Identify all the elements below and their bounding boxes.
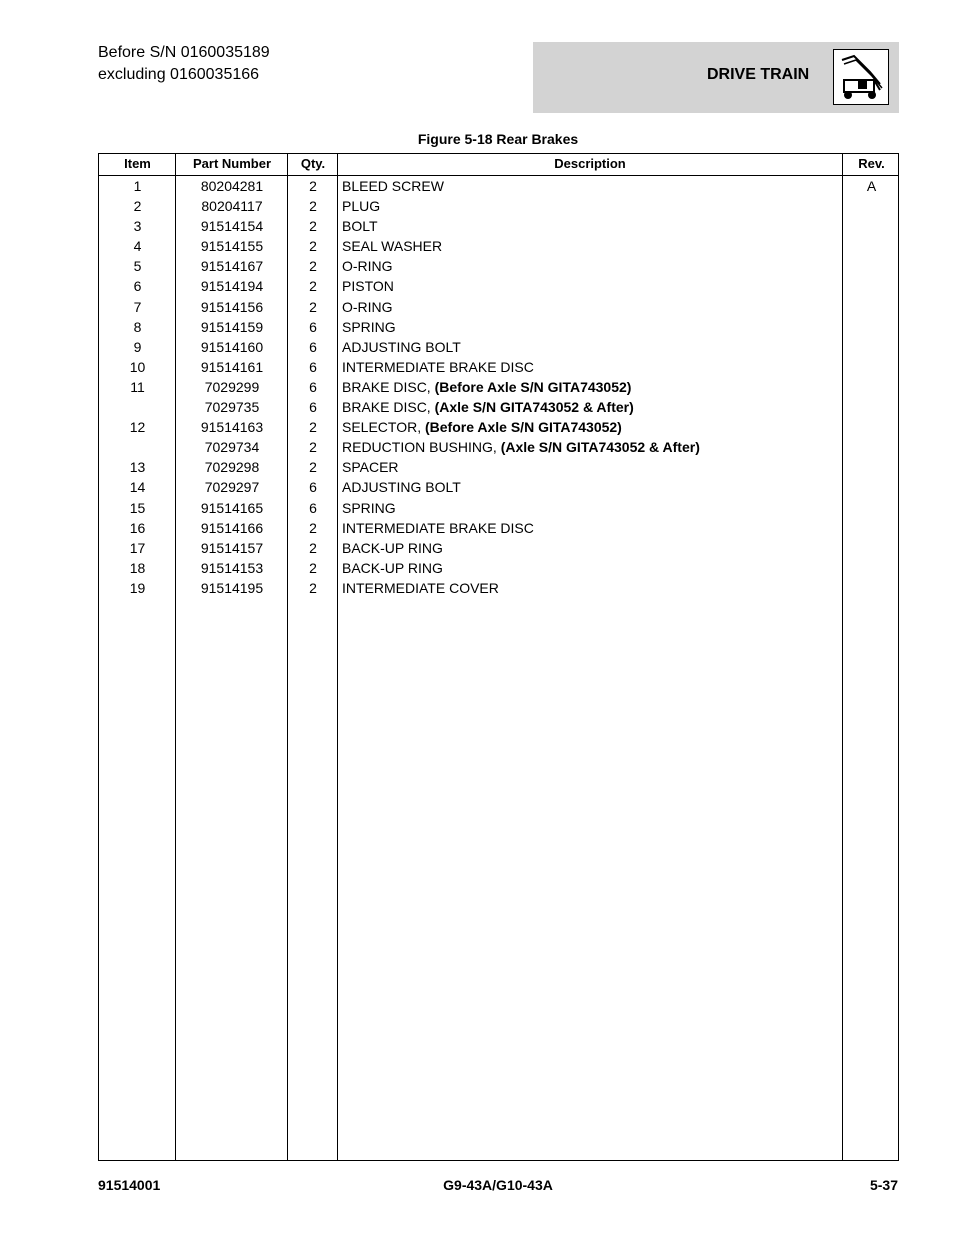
part-number-cell: 91514155 — [200, 238, 264, 255]
table-row — [99, 477, 898, 497]
table-row — [99, 397, 898, 417]
part-number-cell: 91514160 — [200, 338, 264, 355]
description-cell — [342, 337, 842, 357]
description-text: BACK-UP RING — [342, 559, 443, 576]
item-cell: 11 — [130, 378, 145, 395]
description-text: ADJUSTING BOLT — [342, 479, 461, 496]
qty-cell: 6 — [309, 499, 317, 516]
part-number-cell: 91514153 — [200, 559, 264, 576]
part-number-cell: 7029735 — [204, 399, 260, 416]
description-cell — [342, 297, 842, 317]
description-cell — [342, 437, 842, 457]
part-number-cell: 91514163 — [200, 419, 264, 436]
description-note: (Axle S/N GITA743052 & After) — [500, 439, 700, 456]
col-rev-header: Rev. — [858, 156, 885, 171]
description-text: ADJUSTING BOLT — [342, 338, 461, 355]
section-header — [533, 42, 899, 113]
qty-cell: 2 — [309, 519, 317, 536]
part-number-cell: 91514195 — [200, 579, 264, 596]
table-row — [99, 196, 898, 216]
description-text: SEAL WASHER — [342, 238, 443, 255]
description-cell — [342, 176, 842, 196]
table-row — [99, 558, 898, 578]
item-cell: 15 — [129, 499, 146, 516]
item-cell: 1 — [133, 178, 142, 194]
item-cell: 2 — [133, 198, 142, 215]
qty-cell: 6 — [309, 479, 317, 496]
description-text: SPRING — [342, 318, 396, 335]
description-text: BRAKE DISC, — [342, 378, 435, 395]
footer-part-number: 91514001 — [98, 1177, 161, 1193]
item-cell: 13 — [129, 459, 146, 476]
table-row — [99, 216, 898, 236]
table-row — [99, 538, 898, 558]
description-cell — [342, 317, 842, 337]
table-row — [99, 337, 898, 357]
part-number-cell: 91514156 — [200, 298, 264, 315]
part-number-cell: 7029299 — [204, 378, 260, 395]
qty-cell: 6 — [309, 318, 317, 335]
description-cell — [342, 477, 842, 497]
description-text: SPRING — [342, 499, 396, 516]
table-row — [99, 297, 898, 317]
figure-title: Figure 5-18 Rear Brakes — [417, 131, 579, 147]
table-row — [99, 377, 898, 397]
table-row — [99, 176, 898, 196]
serial-note — [98, 42, 270, 86]
qty-cell: 2 — [309, 459, 317, 476]
description-text: SELECTOR, — [342, 419, 425, 436]
table-row — [99, 578, 898, 598]
table-row — [99, 357, 898, 377]
description-text: REDUCTION BUSHING, — [342, 439, 501, 456]
description-text: BRAKE DISC, — [342, 399, 435, 416]
serial-note-line2: excluding 0160035166 — [98, 66, 260, 83]
qty-cell: 6 — [309, 338, 317, 355]
table-row — [99, 256, 898, 276]
description-text: O-RING — [342, 298, 393, 315]
table-row — [99, 498, 898, 518]
qty-cell: 2 — [309, 218, 317, 235]
description-note: (Before Axle S/N GITA743052) — [425, 419, 622, 436]
section-title: DRIVE TRAIN — [707, 66, 810, 83]
item-cell: 7 — [133, 298, 142, 315]
qty-cell: 2 — [309, 539, 317, 556]
description-text: SPACER — [342, 459, 399, 476]
item-cell: 16 — [129, 519, 146, 536]
part-number-cell: 91514166 — [200, 519, 264, 536]
description-cell — [342, 236, 842, 256]
item-cell: 19 — [129, 579, 146, 596]
description-text: BACK-UP RING — [342, 539, 443, 556]
part-number-cell: 7029298 — [204, 459, 260, 476]
description-cell — [342, 558, 842, 578]
description-cell — [342, 417, 842, 437]
description-cell — [342, 518, 842, 538]
qty-cell: 2 — [309, 298, 317, 315]
footer-model: G9-43A/G10-43A — [443, 1177, 553, 1193]
qty-cell: 2 — [309, 198, 317, 215]
col-item-header: Item — [124, 156, 151, 171]
description-cell — [342, 256, 842, 276]
part-number-cell: 91514161 — [200, 358, 264, 375]
col-part-number-header: Part Number — [192, 156, 272, 171]
qty-cell: 2 — [309, 579, 317, 596]
table-row — [99, 437, 898, 457]
table-row — [99, 236, 898, 256]
description-cell — [342, 377, 842, 397]
description-cell — [342, 196, 842, 216]
table-header — [99, 154, 898, 176]
col-description-header: Description — [554, 156, 626, 171]
item-cell: 18 — [129, 559, 146, 576]
item-cell: 8 — [133, 318, 142, 335]
description-cell — [342, 498, 842, 518]
description-cell — [342, 216, 842, 236]
machine-icon — [833, 49, 889, 105]
qty-cell: 6 — [309, 358, 317, 375]
description-text: BOLT — [342, 218, 378, 235]
description-text: INTERMEDIATE BRAKE DISC — [342, 358, 534, 375]
parts-table — [98, 153, 899, 1161]
qty-cell: 2 — [309, 439, 317, 456]
description-cell — [342, 357, 842, 377]
qty-cell: 2 — [309, 258, 317, 275]
item-cell: 10 — [129, 358, 146, 375]
part-number-cell: 91514194 — [200, 278, 264, 295]
description-cell — [342, 276, 842, 296]
qty-cell: 2 — [309, 419, 317, 436]
description-cell — [342, 578, 842, 598]
item-cell: 4 — [133, 238, 142, 255]
description-note: (Before Axle S/N GITA743052) — [434, 378, 632, 395]
description-text: INTERMEDIATE COVER — [342, 579, 499, 596]
item-cell: 12 — [129, 419, 146, 436]
description-note: (Axle S/N GITA743052 & After) — [434, 399, 634, 416]
description-text: PISTON — [342, 278, 394, 295]
description-cell — [342, 457, 842, 477]
qty-cell: 2 — [309, 278, 317, 295]
table-row — [99, 276, 898, 296]
item-cell: 17 — [129, 539, 146, 556]
serial-note-line1: Before S/N 0160035189 — [98, 44, 270, 61]
item-cell: 3 — [133, 218, 142, 235]
part-number-cell: 91514167 — [200, 258, 264, 275]
table-row — [99, 317, 898, 337]
table-row — [99, 417, 898, 437]
description-text: INTERMEDIATE BRAKE DISC — [342, 519, 534, 536]
col-qty-header: Qty. — [300, 156, 326, 171]
description-text: PLUG — [342, 198, 381, 215]
item-cell: 9 — [133, 338, 142, 355]
description-text: BLEED SCREW — [342, 178, 444, 194]
description-cell — [342, 538, 842, 558]
part-number-cell: 7029297 — [204, 479, 260, 496]
qty-cell: 6 — [309, 399, 317, 416]
item-cell: 5 — [133, 258, 142, 275]
description-text: O-RING — [342, 258, 393, 275]
part-number-cell: 91514165 — [200, 499, 264, 516]
part-number-cell: 80204281 — [200, 178, 264, 194]
part-number-cell: 91514159 — [200, 318, 264, 335]
item-cell: 14 — [129, 479, 146, 496]
part-number-cell: 80204117 — [201, 198, 263, 215]
table-row — [99, 518, 898, 538]
part-number-cell: 91514154 — [200, 218, 264, 235]
part-number-cell: 7029734 — [204, 439, 260, 456]
item-cell: 6 — [133, 278, 142, 295]
table-row — [99, 457, 898, 477]
description-cell — [342, 397, 842, 417]
rev-cell: A — [866, 178, 877, 194]
qty-cell: 2 — [309, 238, 317, 255]
part-number-cell: 91514157 — [200, 539, 264, 556]
qty-cell: 2 — [309, 559, 317, 576]
qty-cell: 6 — [309, 378, 317, 395]
footer-page-number: 5-37 — [869, 1177, 898, 1193]
qty-cell: 2 — [309, 178, 317, 194]
table-body — [99, 176, 898, 598]
